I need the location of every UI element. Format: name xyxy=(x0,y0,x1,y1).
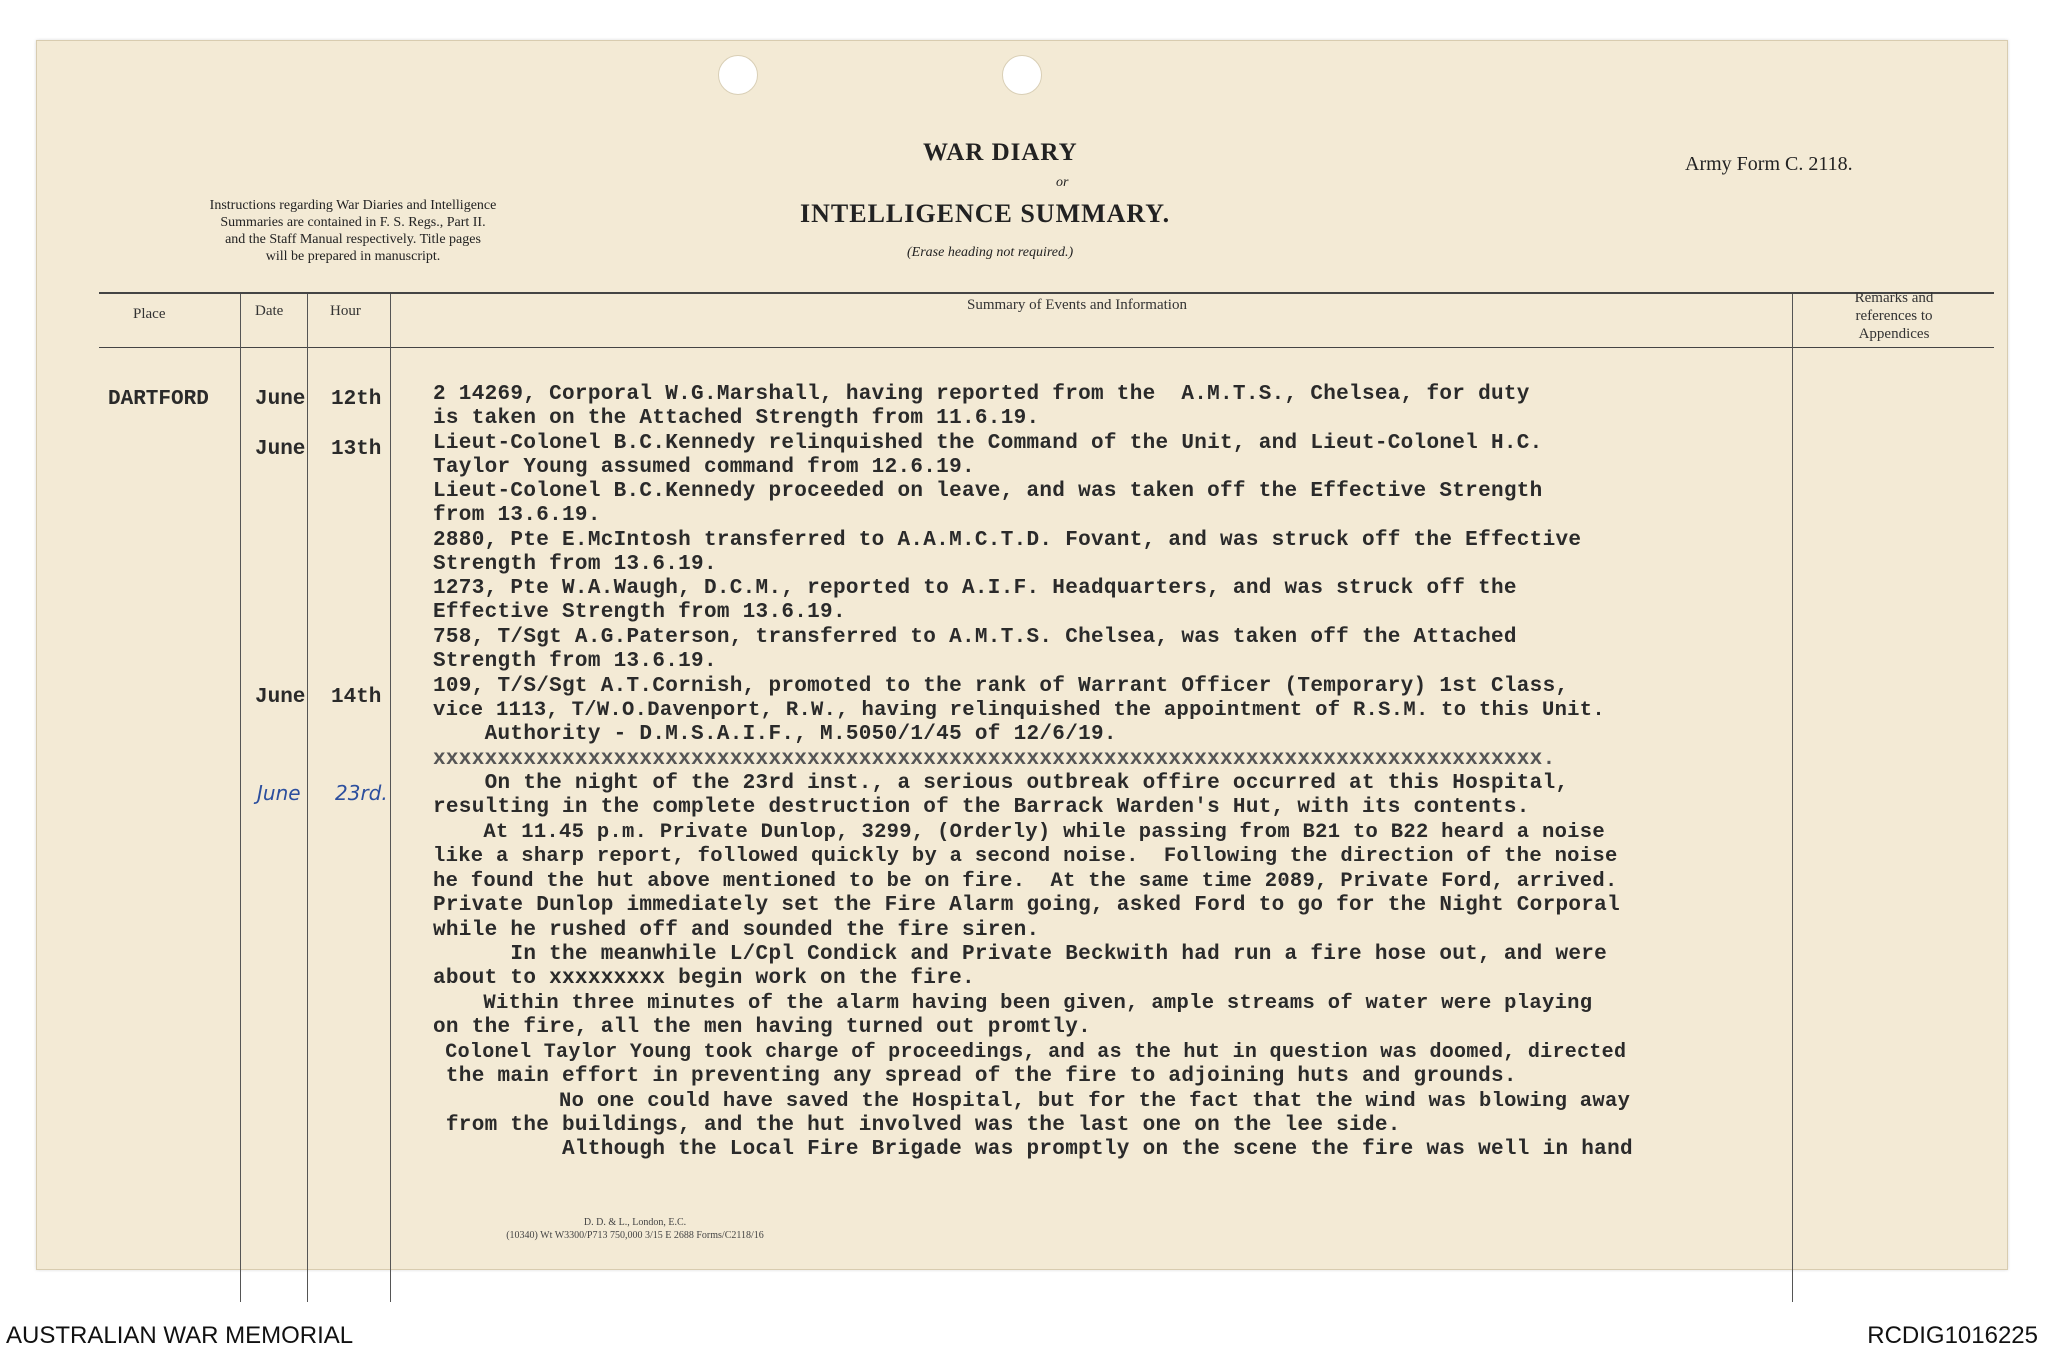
struck-out-line: xxxxxxxxxxxxxxxxxxxxxxxxxxxxxxxxxxxxxxxxxxxxxxxxxxxxxxxxxxxxxxxxxxxxxxxxxxxxxxxxxxxxxx. xyxy=(433,748,1556,771)
summary-line: In the meanwhile L/Cpl Condick and Private Beckwith had run a fire hose out, and were xyxy=(433,943,1608,966)
summary-line: Although the Local Fire Brigade was promptly on the scene the fire was well in hand xyxy=(433,1138,1633,1161)
header-bottom-rule xyxy=(99,347,1994,348)
summary-line: 2880, Pte E.McIntosh transferred to A.A.M.C.T.D. Fovant, and was struck off the Effective xyxy=(433,529,1582,552)
summary-line: On the night of the 23rd inst., a serious outbreak offire occurred at this Hospital, xyxy=(433,772,1569,795)
summary-line: resulting in the complete destruction of the Barrack Warden's Hut, with its contents. xyxy=(433,796,1530,819)
summary-line: Private Dunlop immediately set the Fire Alarm going, asked Ford to go for the Night Corporal xyxy=(433,894,1620,917)
entry-date-month: June xyxy=(255,388,306,411)
summary-line: Within three minutes of the alarm having been given, ample streams of water were playing xyxy=(433,992,1593,1015)
summary-line: Lieut-Colonel B.C.Kennedy proceeded on leave, and was taken off the Effective Strength xyxy=(433,480,1543,503)
army-form-number: Army Form C. 2118. xyxy=(1685,153,1853,175)
handwritten-date-day: 23rd. xyxy=(335,781,388,805)
summary-line: the main effort in preventing any spread of the fire to adjoining huts and grounds. xyxy=(433,1065,1517,1088)
col-remarks: Remarks and references to Appendices xyxy=(1854,290,1934,342)
summary-line: Authority - D.M.S.A.I.F., M.5050/1/45 of 12/6/19. xyxy=(433,723,1117,746)
erase-note: (Erase heading not required.) xyxy=(907,245,1074,260)
summary-line: he found the hut above mentioned to be on fire. At the same time 2089, Private Ford, arrived. xyxy=(433,870,1618,893)
summary-line: No one could have saved the Hospital, but for the fact that the wind was blowing away xyxy=(433,1090,1631,1113)
summary-line: Colonel Taylor Young took charge of proceedings, and as the hut in question was doomed, directed xyxy=(433,1041,1627,1064)
summary-line: Effective Strength from 13.6.19. xyxy=(433,601,846,624)
col-summary: Summary of Events and Information xyxy=(967,297,1187,313)
summary-line: Strength from 13.6.19. xyxy=(433,553,717,576)
date-hour-divider xyxy=(307,294,308,1302)
instructions: Instructions regarding War Diaries and Intelligence Summaries are contained in F. S. Regs., Part II. and the Staff Manual respectively. Title pages will be prepared in manuscript. xyxy=(209,198,497,264)
handwritten-date-month: June xyxy=(257,781,301,805)
summary-line: Lieut-Colonel B.C.Kennedy relinquished the Command of the Unit, and Lieut-Colonel H.C. xyxy=(433,432,1543,455)
entry-date-day: 12th xyxy=(331,388,382,411)
summary-line: 109, T/S/Sgt A.T.Cornish, promoted to the rank of Warrant Officer (Temporary) 1st Class, xyxy=(433,675,1569,698)
entry-date-month: June xyxy=(255,438,306,461)
col-date: Date xyxy=(255,303,284,319)
header-top-rule xyxy=(99,292,1994,294)
summary-line: At 11.45 p.m. Private Dunlop, 3299, (Orderly) while passing from B21 to B22 heard a noise xyxy=(433,821,1605,844)
col-place: Place xyxy=(133,306,166,322)
summary-line: Taylor Young assumed command from 12.6.19. xyxy=(433,456,975,479)
summary-remarks-divider xyxy=(1792,294,1793,1302)
summary-line: about to xxxxxxxxx begin work on the fire. xyxy=(433,967,975,990)
summary-line: vice 1113, T/W.O.Davenport, R.W., having relinquished the appointment of R.S.M. to this Unit. xyxy=(433,699,1605,722)
entry-place: DARTFORD xyxy=(108,388,209,411)
footer-archive-name: AUSTRALIAN WAR MEMORIAL xyxy=(6,1322,354,1349)
col-hour: Hour xyxy=(330,303,361,319)
summary-line: 1273, Pte W.A.Waugh, D.C.M., reported to A.I.F. Headquarters, and was struck off the xyxy=(433,577,1517,600)
summary-line: 2 14269, Corporal W.G.Marshall, having reported from the A.M.T.S., Chelsea, for duty xyxy=(433,383,1530,406)
summary-line: from 13.6.19. xyxy=(433,504,601,527)
summary-line: Strength from 13.6.19. xyxy=(433,650,717,673)
printer-imprint: D. D. & L., London, E.C. (10340) Wt W3300/P713 750,000 3/15 E 2688 Forms/C2118/16 xyxy=(506,1217,764,1241)
summary-line: like a sharp report, followed quickly by a second noise. Following the direction of the noise xyxy=(433,845,1618,868)
punch-hole-left xyxy=(718,55,758,95)
punch-hole-right xyxy=(1002,55,1042,95)
entry-date-month: June xyxy=(255,686,306,709)
summary-line: on the fire, all the men having turned out promtly. xyxy=(433,1016,1092,1039)
entry-date-day: 14th xyxy=(331,686,382,709)
summary-line: while he rushed off and sounded the fire siren. xyxy=(433,919,1040,942)
footer-record-id: RCDIG1016225 xyxy=(1867,1322,2038,1349)
form-title: WAR DIARY xyxy=(923,139,1078,166)
summary-line: is taken on the Attached Strength from 11.6.19. xyxy=(433,407,1040,430)
form-subtitle: INTELLIGENCE SUMMARY. xyxy=(800,199,1171,228)
diary-sheet xyxy=(36,40,2008,1270)
summary-line: 758, T/Sgt A.G.Paterson, transferred to A.M.T.S. Chelsea, was taken off the Attached xyxy=(433,626,1517,649)
place-date-divider xyxy=(240,294,241,1302)
hour-summary-divider xyxy=(390,294,391,1302)
entry-date-day: 13th xyxy=(331,438,382,461)
form-or: or xyxy=(1056,175,1069,190)
summary-line: from the buildings, and the hut involved was the last one on the lee side. xyxy=(433,1114,1401,1137)
